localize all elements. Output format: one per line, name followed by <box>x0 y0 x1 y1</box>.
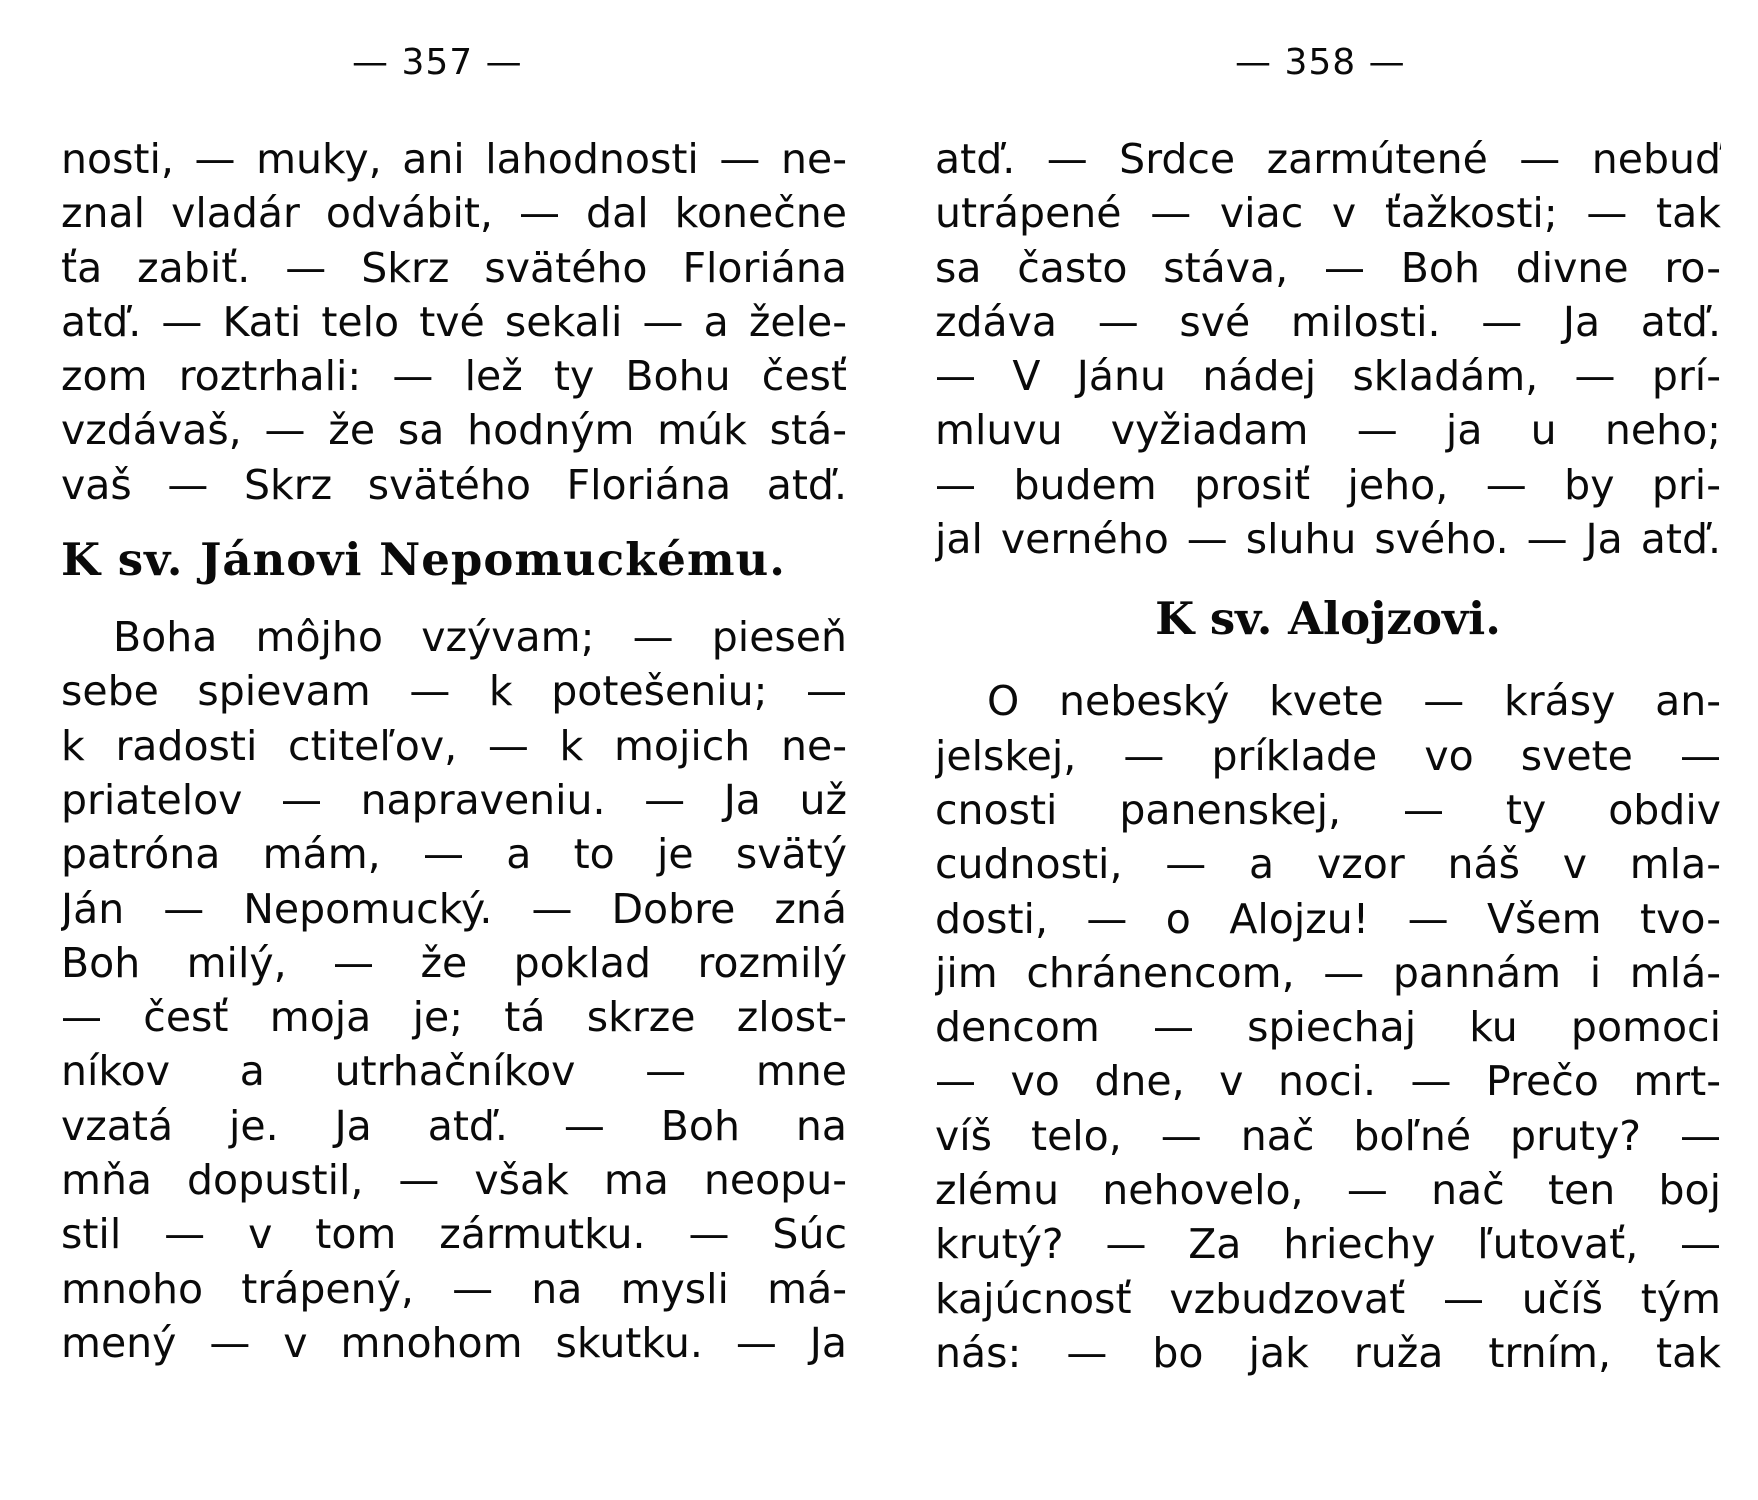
text-line: mňa dopustil, — však ma neopu- <box>61 1156 847 1205</box>
text-line: dosti, — o Alojzu! — Všem tvo- <box>935 894 1721 943</box>
text-line: Boha môjho vzývam; — pieseň <box>113 613 847 662</box>
text-line: zlému nehovelo, — nač ten boj <box>935 1166 1721 1215</box>
text-line: stil — v tom zármutku. — Súc <box>61 1210 847 1259</box>
section-heading: K sv. Alojzovi. <box>1155 592 1501 646</box>
text-line: zdáva — své milosti. — Ja atď. <box>935 297 1721 346</box>
text-line: cudnosti, — a vzor náš v mla- <box>935 840 1721 889</box>
section-heading: K sv. Jánovi Nepomuckému. <box>61 533 786 587</box>
text-line: víš telo, — nač boľné pruty? — <box>935 1111 1721 1160</box>
text-line: níkov a utrhačníkov — mne <box>61 1047 847 1096</box>
text-column <box>61 132 847 1370</box>
page-number: — 358 — <box>1235 42 1406 83</box>
text-line: — budem prosiť jeho, — by pri- <box>935 460 1721 509</box>
text-line: sebe spievam — k potešeniu; — <box>61 667 847 716</box>
text-line: mnoho trápený, — na mysli má- <box>61 1264 847 1313</box>
text-line: O nebeský kvete — krásy an- <box>987 677 1721 726</box>
text-line: utrápené — viac v ťažkosti; — tak <box>935 189 1721 238</box>
text-line: ťa zabiť. — Skrz svätého Floriána <box>61 243 847 292</box>
right-page <box>879 0 1758 1500</box>
text-line: mený — v mnohom skutku. — Ja <box>61 1318 847 1367</box>
text-column <box>935 132 1721 1380</box>
page-number: — 357 — <box>352 42 523 83</box>
text-line: mluvu vyžiadam — ja u neho; <box>935 406 1721 455</box>
text-line: sa často stáva, — Boh divne ro- <box>935 243 1721 292</box>
text-line: atď. — Srdce zarmútené — nebuď <box>935 135 1721 183</box>
text-line: k radosti ctiteľov, — k mojich ne- <box>61 721 847 770</box>
text-line: atď. — Kati telo tvé sekali — a žele- <box>61 297 847 346</box>
text-line: Ján — Nepomucký. — Dobre zná <box>61 884 847 933</box>
text-line: priatelov — napraveniu. — Ja už <box>61 775 847 824</box>
text-line: nás: — bo jak ruža trním, tak <box>935 1328 1721 1377</box>
text-line: nosti, — muky, ani lahodnosti — ne- <box>61 135 847 183</box>
text-line: jim chránencom, — pannám i mlá- <box>935 948 1721 997</box>
text-line: zom roztrhali: — lež ty Bohu česť <box>61 352 847 401</box>
text-line: kajúcnosť vzbudzovať — učíš tým <box>935 1274 1721 1323</box>
text-line: dencom — spiechaj ku pomoci <box>935 1003 1721 1052</box>
text-line: jelskej, — príklade vo svete — <box>935 731 1721 780</box>
text-line: vaš — Skrz svätého Floriána atď. <box>61 460 847 509</box>
text-line: patróna mám, — a to je svätý <box>61 830 847 879</box>
text-line: cnosti panenskej, — ty obdiv <box>935 785 1721 834</box>
text-line: — česť moja je; tá skrze zlost- <box>61 993 847 1042</box>
text-line: vzatá je. Ja atď. — Boh na <box>61 1101 847 1150</box>
text-line: — V Jánu nádej skladám, — prí- <box>935 352 1721 401</box>
text-line: jal verného — sluhu svého. — Ja atď. <box>935 515 1721 564</box>
text-line: znal vladár odvábit, — dal konečne <box>61 189 847 238</box>
text-line: vzdávaš, — že sa hodným múk stá- <box>61 406 847 455</box>
text-line: krutý? — Za hriechy ľutovať, — <box>935 1220 1721 1269</box>
text-line: Boh milý, — že poklad rozmilý <box>61 938 847 987</box>
text-line: — vo dne, v noci. — Prečo mrt- <box>935 1057 1721 1106</box>
